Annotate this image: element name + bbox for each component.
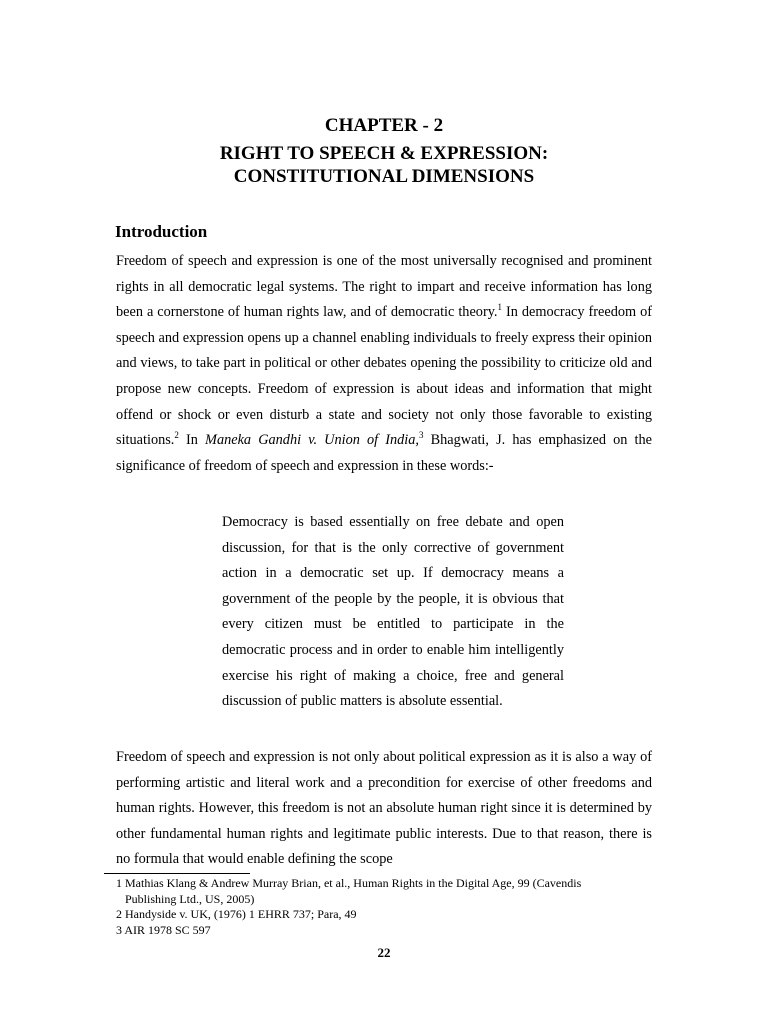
- paragraph-text: In: [178, 432, 206, 449]
- footnotes: [116, 876, 676, 938]
- paragraph-text: Bhagwati, J. has emphasized on the significance of freedom of speech and expression in these words:-: [116, 432, 652, 474]
- page-number: 22: [377, 945, 391, 960]
- intro-paragraph: [116, 249, 652, 479]
- footnote-ref-1[interactable]: 1: [497, 302, 502, 313]
- chapter-number: CHAPTER - 2: [324, 115, 444, 136]
- body-paragraph: Freedom of speech and expression is not only about political expression as it is also a way of performing artistic and literal work and a precondition for exercise of other freedoms and human rights. However, this freedom is not an absolute human right since it is determined by other fundamental human rights and legitimate public interests. Due to that reason, there is no formula that would enable defining the scope: [116, 749, 652, 868]
- chapter-title-line-2: CONSTITUTIONAL DIMENSIONS: [233, 166, 535, 187]
- block-quote: Democracy is based essentially on free debate and open discussion, for that is the only corrective of government action in a democratic set up. If democracy means a government of the people by the people, it is obvious that every citizen must be entitled to participate in the democratic process and in order to enable him intelligently exercise his right of making a choice, free and general discussion of public matters is absolute essential.: [222, 514, 564, 710]
- footnote-ref-2[interactable]: 2: [174, 430, 179, 441]
- paragraph-text: Freedom of speech and expression is one of the most universally recognised and prominent rights in all democratic legal systems. The right to impart and receive information has long been a cornerstone of human rights law, and of democratic theory.: [116, 253, 652, 321]
- paragraph-text: In democracy freedom of speech and expression opens up a channel enabling individuals to freely express their opinion and views, to take part in political or other debates opening the possibility to criticize old and propose new concepts. Freedom of expression is about ideas and information that might offend or shock or even disturb a state and society not only those favorable to existing situations.: [116, 304, 652, 449]
- footnote-1-continued: Publishing Ltd., US, 2005): [125, 891, 255, 906]
- footnote-3: 3 AIR 1978 SC 597: [116, 922, 211, 937]
- section-heading: Introduction: [115, 222, 208, 241]
- footnote-1: 1 Mathias Klang & Andrew Murray Brian, et al., Human Rights in the Digital Age, 99 (Cavendis: [116, 876, 582, 890]
- footnote-2: 2 Handyside v. UK, (1976) 1 EHRR 737; Para, 49: [116, 907, 357, 921]
- chapter-title-line-1: RIGHT TO SPEECH & EXPRESSION:: [219, 143, 549, 164]
- footnote-divider: [104, 873, 250, 874]
- case-name: Maneka Gandhi v. Union of India,: [205, 432, 419, 449]
- footnote-ref-3[interactable]: 3: [419, 430, 424, 441]
